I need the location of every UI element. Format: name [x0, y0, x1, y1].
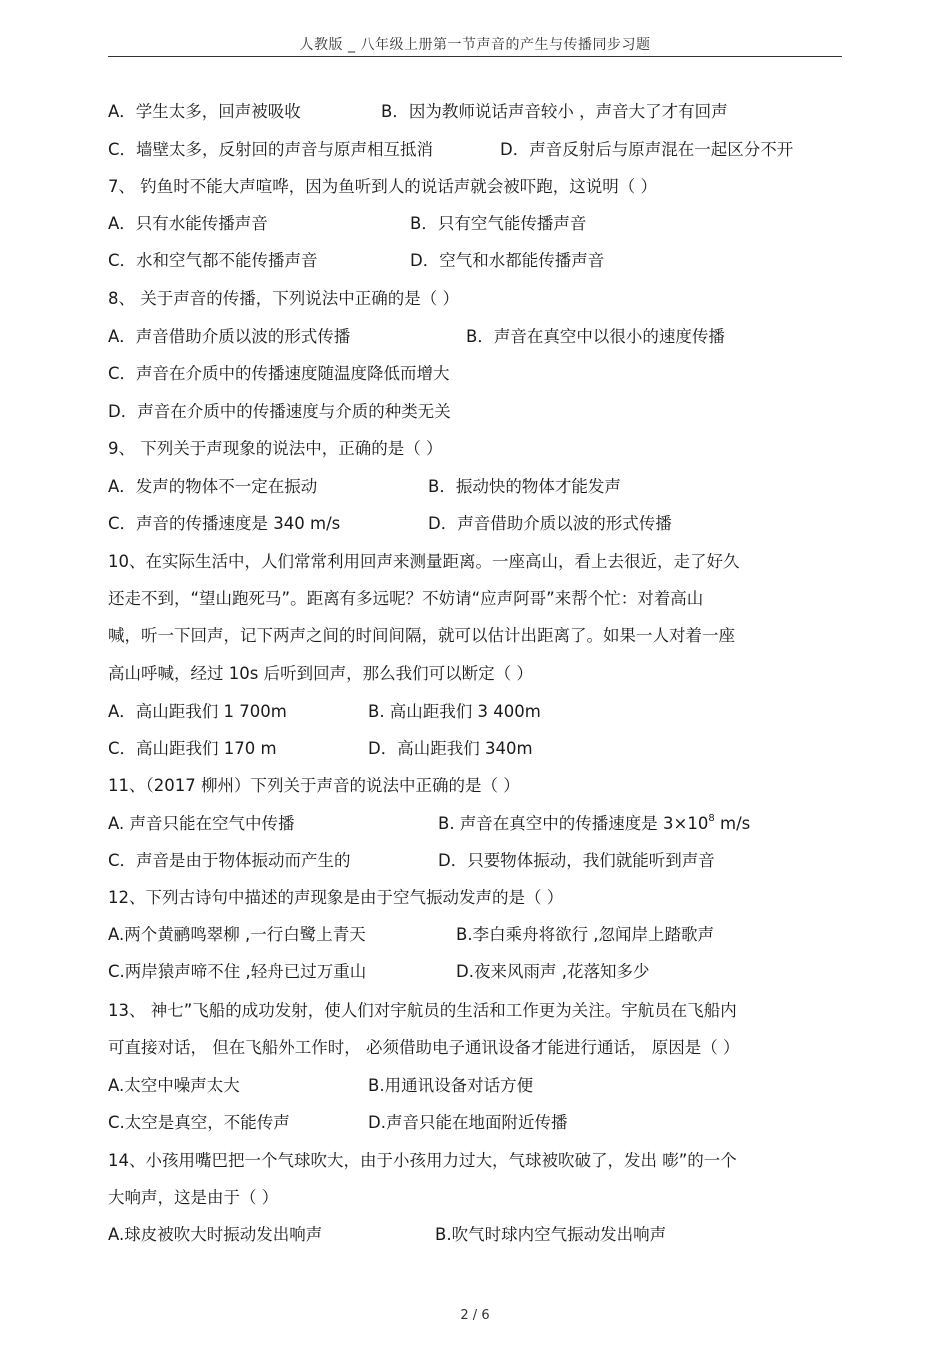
q13-line-1: 13、 神七”飞船的成功发射，使人们对宇航员的生活和工作更为关注。宇航员在飞船内 [108, 1001, 737, 1020]
q14-line-1: 14、小孩用嘴巴把一个气球吹大，由于小孩用力过大，气球被吹破了，发出 嘭”的一个 [108, 1151, 737, 1170]
q6-option-d: D．声音反射后与原声混在一起区分不开 [500, 140, 794, 159]
q13-option-c: C.太空是真空，不能传声 [108, 1113, 290, 1132]
q8-option-c: C．声音在介质中的传播速度随温度降低而增大 [108, 364, 450, 383]
q9-option-c: C．声音的传播速度是 340 m/s [108, 514, 341, 533]
page-number: 2 / 6 [460, 1308, 490, 1323]
q7-option-a: A．只有水能传播声音 [108, 214, 268, 233]
q11-option-a: A. 声音只能在空气中传播 [108, 814, 295, 833]
q10-line-2: 还走不到，“望山跑死马”。距离有多远呢？不妨请“应声阿哥”来帮个忙：对着高山 [108, 589, 704, 608]
q10-option-b: B. 高山距我们 3 400m [368, 702, 541, 721]
q11-option-b-text: B. 声音在真空中的传播速度是 3×10 [438, 814, 709, 833]
header-divider [108, 56, 842, 57]
q11-option-b-exponent: 8 [708, 812, 715, 824]
q14-option-a: A.球皮被吹大时振动发出响声 [108, 1225, 323, 1244]
q13-line-2: 可直接对话， 但在飞船外工作时， 必须借助电子通讯设备才能进行通话， 原因是（ ） [108, 1038, 740, 1057]
q9-option-d: D．声音借助介质以波的形式传播 [428, 514, 672, 533]
q9-stem: 9、 下列关于声现象的说法中，正确的是（ ） [108, 439, 443, 458]
q11-stem: 11、（2017 柳州）下列关于声音的说法中正确的是（ ） [108, 776, 520, 795]
q12-option-d: D.夜来风雨声 ,花落知多少 [456, 962, 650, 981]
q12-option-b: B.李白乘舟将欲行 ,忽闻岸上踏歌声 [456, 925, 715, 944]
q11-option-b-unit: m/s [714, 814, 751, 833]
q6-option-b: B．因为教师说话声音较小 ，声音大了才有回声 [381, 102, 728, 121]
page-header-title: 人教版 _ 八年级上册第一节声音的产生与传播同步习题 [299, 37, 651, 53]
q8-stem: 8、 关于声音的传播，下列说法中正确的是（ ） [108, 289, 459, 308]
q6-option-a: A．学生太多，回声被吸收 [108, 102, 301, 121]
q7-stem: 7、 钓鱼时不能大声喧哗，因为鱼听到人的说话声就会被吓跑，这说明（ ） [108, 177, 657, 196]
q10-line-4: 高山呼喊，经过 10s 后听到回声，那么我们可以断定（ ） [108, 664, 533, 683]
q6-option-c: C．墙壁太多，反射回的声音与原声相互抵消 [108, 140, 434, 159]
q10-line-1: 10、在实际生活中，人们常常利用回声来测量距离。一座高山，看上去很近，走了好久 [108, 552, 740, 571]
q11-option-c: C．声音是由于物体振动而产生的 [108, 851, 351, 870]
q9-option-a: A．发声的物体不一定在振动 [108, 477, 318, 496]
q14-line-2: 大响声，这是由于（ ） [108, 1188, 279, 1207]
q10-line-3: 喊，听一下回声，记下两声之间的时间间隔，就可以估计出距离了。如果一人对着一座 [108, 626, 735, 645]
q8-option-b: B．声音在真空中以很小的速度传播 [466, 327, 725, 346]
q12-option-c: C.两岸猿声啼不住 ,轻舟已过万重山 [108, 962, 367, 981]
q12-option-a: A.两个黄鹂鸣翠柳 ,一行白鹭上青天 [108, 925, 366, 944]
q11-option-d: D．只要物体振动，我们就能听到声音 [438, 851, 715, 870]
q7-option-b: B．只有空气能传播声音 [410, 214, 587, 233]
q11-option-b [438, 813, 750, 835]
q8-option-d: D．声音在介质中的传播速度与介质的种类无关 [108, 402, 451, 421]
q7-option-d: D．空气和水都能传播声音 [410, 251, 605, 270]
q13-option-d: D.声音只能在地面附近传播 [368, 1113, 568, 1132]
q9-option-b: B．振动快的物体才能发声 [428, 477, 621, 496]
q13-option-b: B.用通讯设备对话方便 [368, 1076, 534, 1095]
q13-option-a: A.太空中噪声太大 [108, 1076, 240, 1095]
q14-option-b: B.吹气时球内空气振动发出响声 [435, 1225, 667, 1244]
q7-option-c: C．水和空气都不能传播声音 [108, 251, 318, 270]
q10-option-c: C．高山距我们 170 m [108, 739, 277, 758]
q12-stem: 12、下列古诗句中描述的声现象是由于空气振动发声的是（ ） [108, 888, 564, 907]
q10-option-a: A．高山距我们 1 700m [108, 702, 287, 721]
q10-option-d: D．高山距我们 340m [368, 739, 533, 758]
q8-option-a: A．声音借助介质以波的形式传播 [108, 327, 351, 346]
